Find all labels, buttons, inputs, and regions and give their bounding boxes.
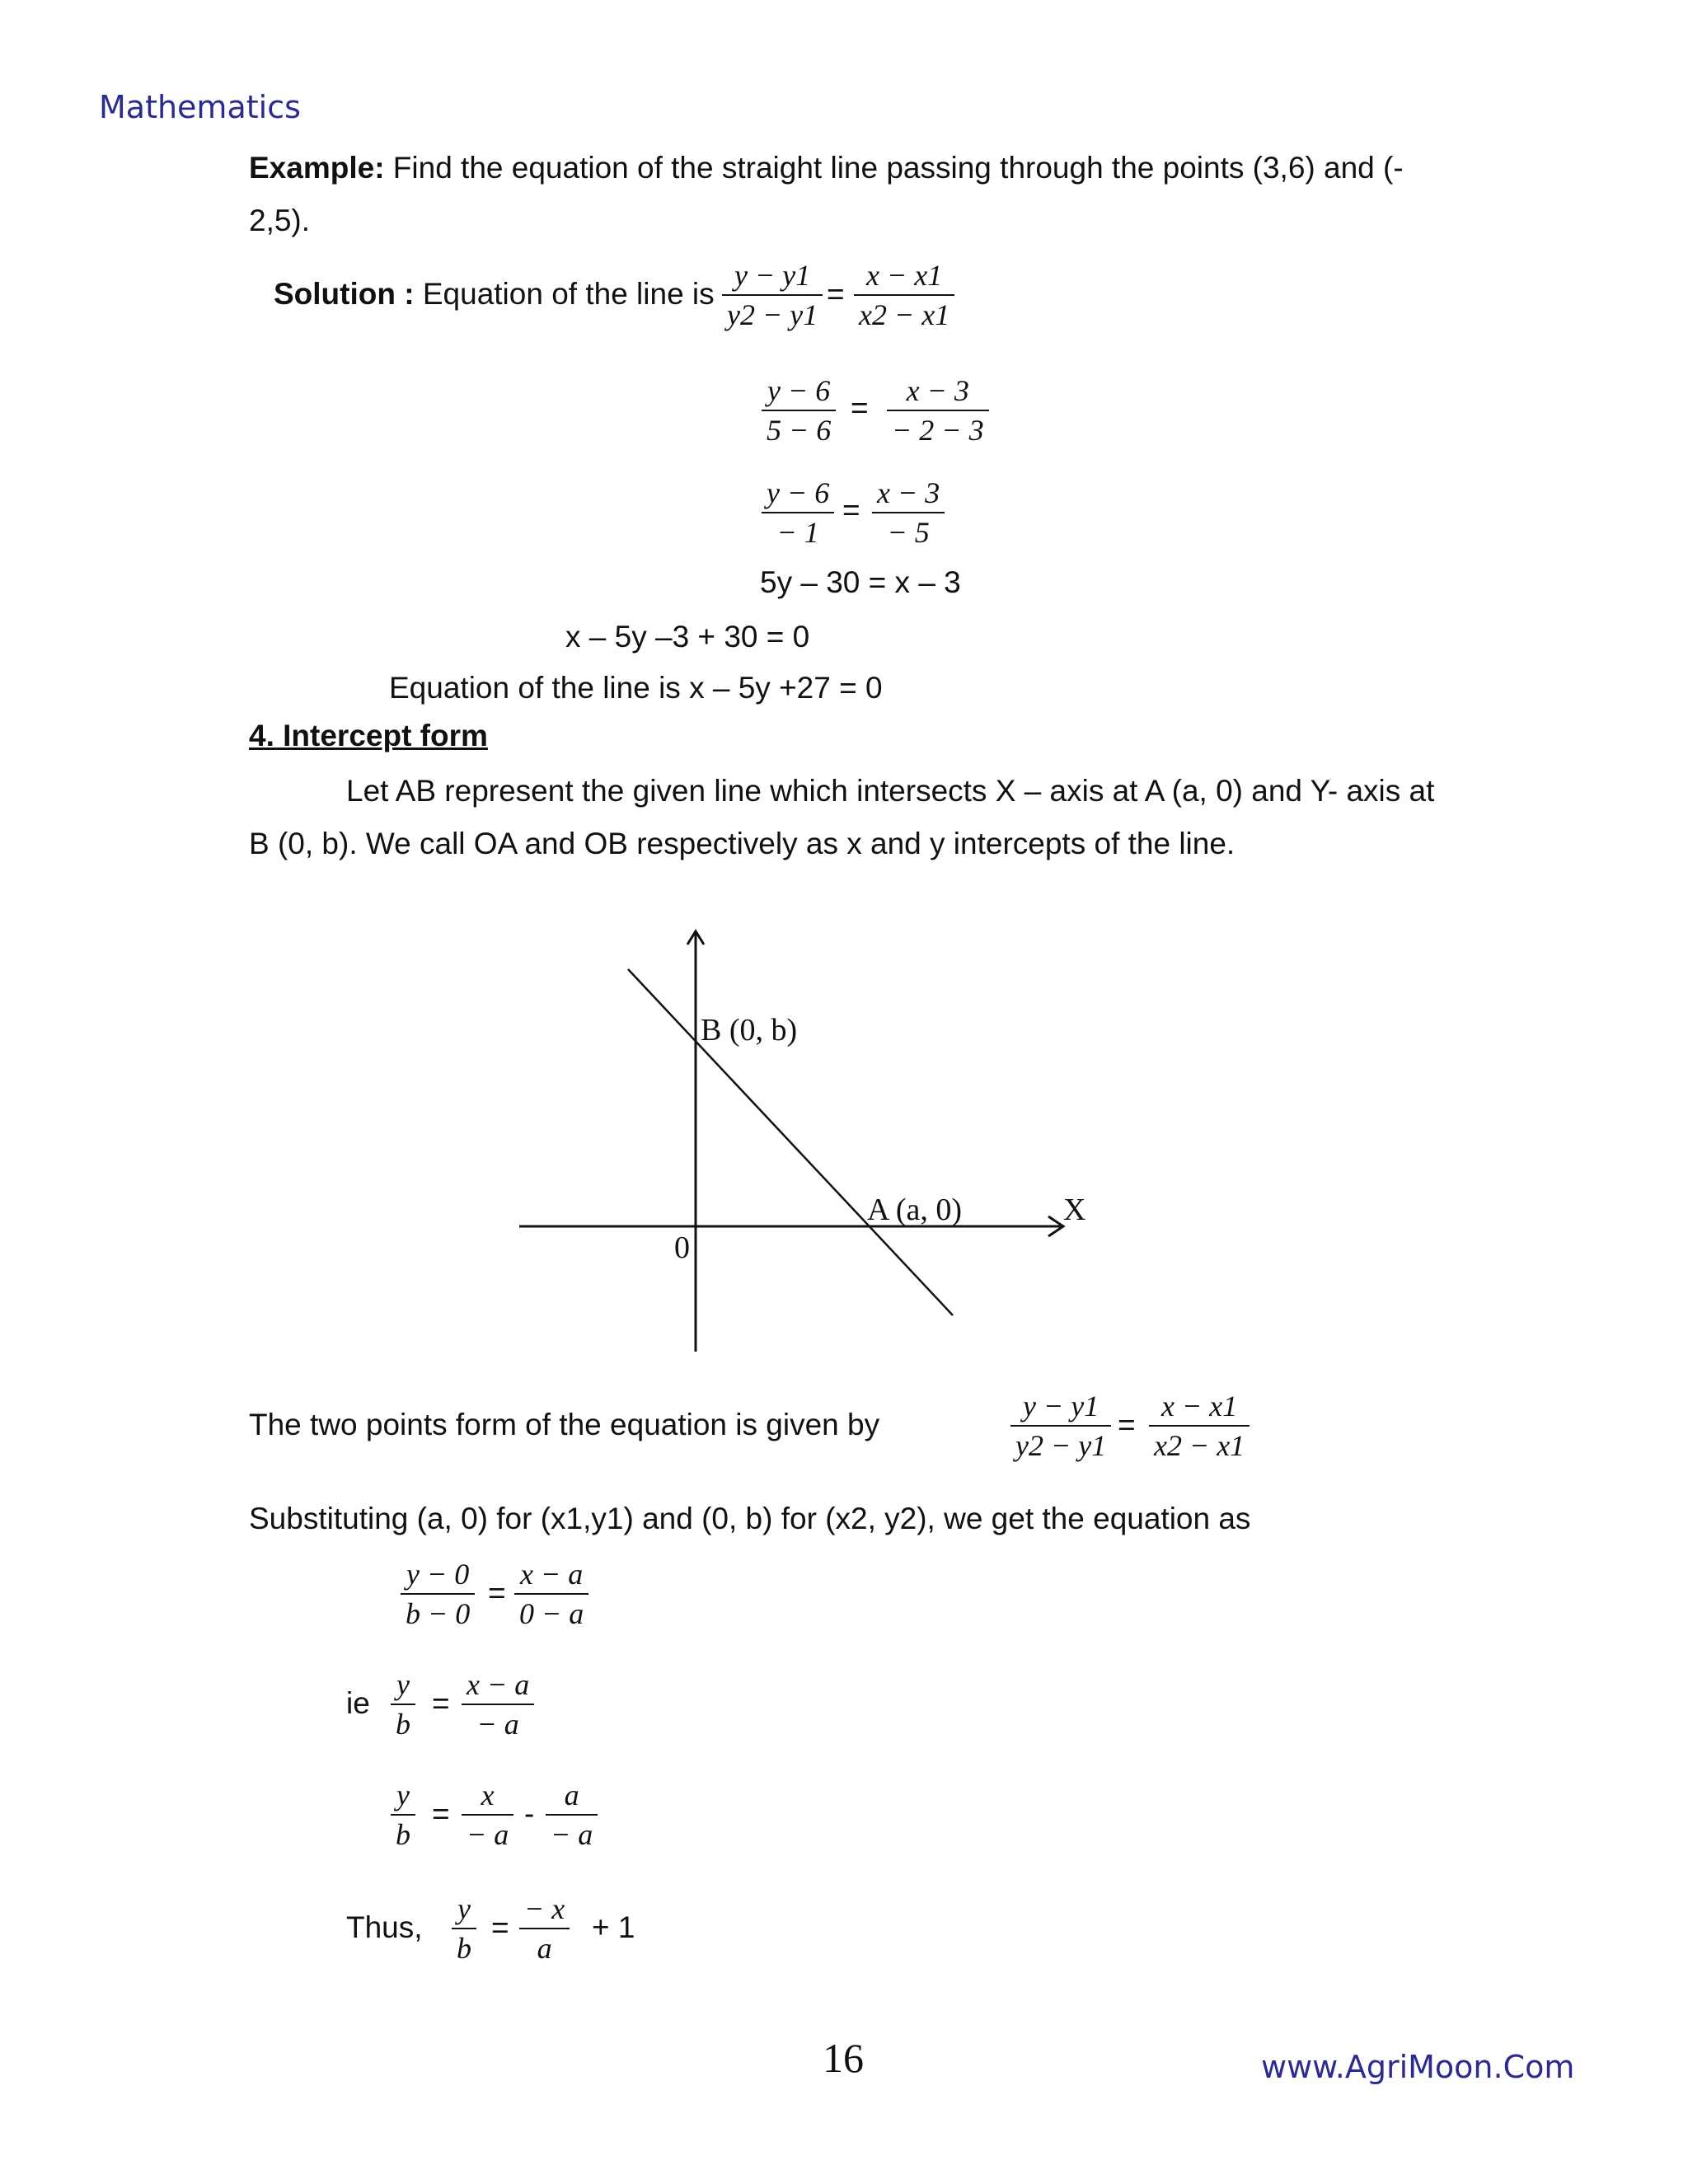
two-point-fraction-left bbox=[1010, 1390, 1111, 1462]
intercept-diagram bbox=[495, 915, 1121, 1376]
footer-url: www.AgriMoon.Com bbox=[1261, 2049, 1575, 2085]
origin-label: 0 bbox=[674, 1230, 690, 1265]
example-label: Example: bbox=[249, 151, 385, 185]
eq2-fraction-left bbox=[391, 1668, 415, 1741]
ie-label: ie bbox=[346, 1686, 370, 1720]
solution-label: Solution : bbox=[274, 277, 415, 311]
eq3-fraction-right bbox=[546, 1779, 598, 1851]
eq1-fraction-left bbox=[401, 1558, 475, 1630]
formula-fraction-left bbox=[722, 259, 823, 331]
fraction-denominator: − 2 − 3 bbox=[892, 414, 984, 447]
minus-sign: - bbox=[524, 1797, 535, 1830]
example-text-cont: 2,5). bbox=[249, 204, 311, 237]
fraction-denominator: 0 − a bbox=[519, 1597, 584, 1630]
fraction-denominator: 5 − 6 bbox=[767, 414, 832, 447]
equals-sign: = bbox=[491, 1910, 509, 1944]
intercept-text-line1: Let AB represent the given line which intersects X – axis at A (a, 0) and Y- axis at bbox=[346, 774, 1435, 808]
fraction-numerator: a bbox=[564, 1779, 579, 1811]
fraction-numerator: y − 6 bbox=[767, 374, 831, 407]
equals-sign: = bbox=[1118, 1408, 1136, 1441]
section-heading: 4. Intercept form bbox=[249, 719, 488, 752]
equals-sign: = bbox=[432, 1797, 450, 1830]
eq1-fraction-right bbox=[514, 1558, 588, 1630]
fraction-numerator: y − 0 bbox=[406, 1558, 470, 1591]
fraction-numerator: y − y1 bbox=[1023, 1390, 1100, 1422]
equals-sign: = bbox=[842, 493, 860, 527]
eq4-fraction-right bbox=[519, 1892, 570, 1965]
fraction-denominator: b bbox=[396, 1708, 410, 1741]
fraction-denominator: y2 − y1 bbox=[1015, 1429, 1107, 1462]
fraction-denominator: − 5 bbox=[887, 516, 930, 549]
fraction-denominator: b bbox=[457, 1932, 471, 1965]
fraction-denominator: − a bbox=[467, 1818, 509, 1851]
running-header: Mathematics bbox=[99, 89, 301, 125]
substitution-text: Substituting (a, 0) for (x1,y1) and (0, b) for (x2, y2), we get the equation as bbox=[249, 1502, 1251, 1535]
eq4-fraction-left bbox=[452, 1892, 476, 1965]
fraction-numerator: y − 6 bbox=[767, 476, 830, 509]
fraction-numerator: y bbox=[396, 1668, 410, 1701]
fraction-denominator: b − 0 bbox=[406, 1597, 471, 1630]
fraction-numerator: x − 3 bbox=[906, 374, 969, 407]
eq3-fraction-left bbox=[391, 1779, 415, 1851]
solution-result: Equation of the line is x – 5y +27 = 0 bbox=[389, 671, 883, 705]
two-point-fraction-right bbox=[1149, 1390, 1250, 1462]
fraction-denominator: y2 − y1 bbox=[727, 298, 818, 331]
example-paragraph bbox=[249, 142, 1442, 247]
intercept-paragraph bbox=[249, 765, 1442, 870]
fraction-denominator: x2 − x1 bbox=[1154, 1429, 1245, 1462]
equals-sign: = bbox=[488, 1576, 506, 1610]
step2-fraction-right bbox=[872, 476, 945, 549]
fraction-denominator: − 1 bbox=[776, 516, 819, 549]
fraction-numerator: x bbox=[481, 1779, 495, 1811]
x-axis-label: X bbox=[1063, 1193, 1086, 1227]
fraction-numerator: x − x1 bbox=[866, 259, 943, 292]
fraction-numerator: x − a bbox=[520, 1558, 584, 1591]
example-text: Find the equation of the straight line passing through the points (3,6) and (- bbox=[384, 151, 1404, 185]
point-b-label: B (0, b) bbox=[701, 1013, 798, 1047]
fraction-numerator: x − x1 bbox=[1161, 1390, 1238, 1422]
solution-text: Equation of the line is bbox=[414, 277, 715, 311]
fraction-numerator: y bbox=[457, 1892, 471, 1925]
two-point-text: The two points form of the equation is given by bbox=[249, 1408, 880, 1441]
equals-sign: = bbox=[827, 277, 845, 311]
fraction-denominator: b bbox=[396, 1818, 410, 1851]
thus-label: Thus, bbox=[346, 1910, 423, 1944]
fraction-denominator: x2 − x1 bbox=[859, 298, 950, 331]
eq2-fraction-right bbox=[462, 1668, 534, 1741]
solution-intro bbox=[274, 277, 715, 312]
fraction-numerator: y bbox=[396, 1779, 410, 1811]
solution-step4: x – 5y –3 + 30 = 0 bbox=[565, 620, 810, 654]
formula-fraction-right bbox=[854, 259, 954, 331]
fraction-denominator: a bbox=[537, 1932, 552, 1965]
fraction-denominator: − a bbox=[476, 1708, 519, 1741]
equals-sign: = bbox=[851, 391, 869, 424]
equals-sign: = bbox=[432, 1686, 450, 1720]
fraction-numerator: y − y1 bbox=[734, 259, 811, 292]
fraction-numerator: x − a bbox=[467, 1668, 530, 1701]
step1-fraction-right bbox=[887, 374, 989, 447]
page-number: 16 bbox=[823, 2035, 864, 2081]
eq3-fraction-mid bbox=[462, 1779, 513, 1851]
step2-fraction-left bbox=[762, 476, 834, 549]
fraction-numerator: − x bbox=[524, 1892, 565, 1925]
solution-step3: 5y – 30 = x – 3 bbox=[760, 565, 961, 599]
fraction-numerator: x − 3 bbox=[877, 476, 940, 509]
intercept-text-line2: B (0, b). We call OA and OB respectively as x and y intercepts of the line. bbox=[249, 827, 1236, 860]
step1-fraction-left bbox=[762, 374, 836, 447]
fraction-denominator: − a bbox=[551, 1818, 593, 1851]
point-a-label: A (a, 0) bbox=[867, 1193, 963, 1227]
eq4-tail: + 1 bbox=[592, 1910, 635, 1944]
